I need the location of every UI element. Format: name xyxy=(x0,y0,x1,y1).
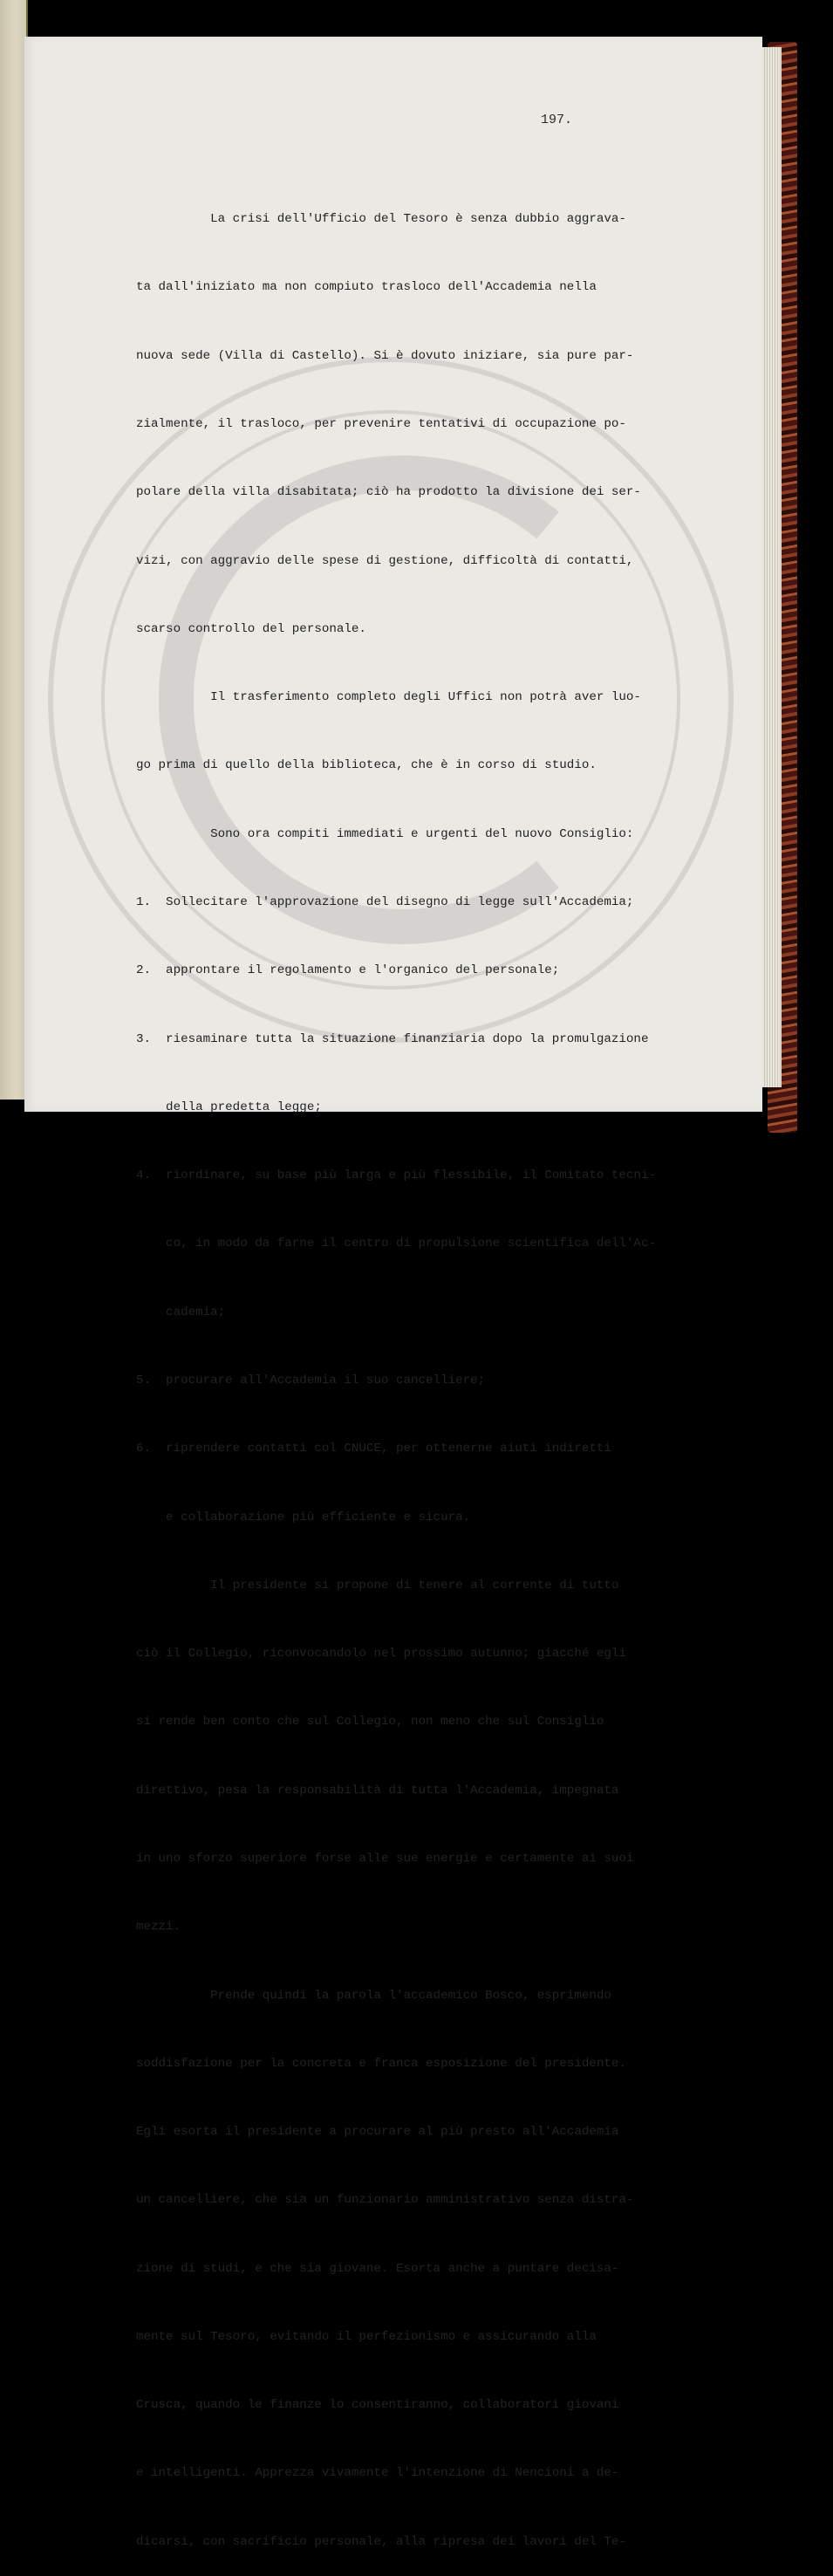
text-line: e intelligenti. Apprezza vivamente l'intenzione di Nencioni a de- xyxy=(136,2466,619,2481)
text-line: Sono ora compiti immediati e urgenti del nuovo Consiglio: xyxy=(136,826,634,841)
text-line: go prima di quello della biblioteca, che è in corso di studio. xyxy=(136,758,597,773)
text-line: mente sul Tesoro, evitando il perfezionismo e assicurando alla xyxy=(136,2329,597,2344)
list-item: 2. approntare il regolamento e l'organico del personale; xyxy=(136,963,560,978)
text-line: Prende quindi la parola l'accademico Bosco, esprimendo xyxy=(136,1988,611,2003)
text-line: in uno sforzo superiore forse alle sue energie e certamente ai suoi xyxy=(136,1851,634,1866)
list-item-continuation: co, in modo da farne il centro di propulsione scientifica dell'Ac- xyxy=(136,1237,656,1251)
list-item: 6. riprendere contatti col CNUCE, per ottenerne aiuti indiretti xyxy=(136,1442,611,1456)
text-line: un cancelliere, che sia un funzionario amministrativo senza distra- xyxy=(136,2193,634,2208)
text-line: direttivo, pesa la responsabilità di tutta l'Accademia, impegnata xyxy=(136,1783,619,1798)
text-line: Il presidente si propone di tenere al corrente di tutto xyxy=(136,1578,619,1593)
list-item: 4. riordinare, su base più larga e più flessibile, il Comitato tecni- xyxy=(136,1168,656,1183)
text-line: ta dall'iniziato ma non compiuto trasloco dell'Accademia nella xyxy=(136,280,597,295)
text-line: soddisfazione per la concreta e franca esposizione del presidente. xyxy=(136,2056,626,2071)
text-line: mezzi. xyxy=(136,1920,181,1935)
text-line: scarso controllo del personale. xyxy=(136,621,366,636)
text-line: zialmente, il trasloco, per prevenire tentativi di occupazione po- xyxy=(136,417,626,432)
text-line: La crisi dell'Ufficio del Tesoro è senza dubbio aggrava- xyxy=(136,212,626,227)
text-line: vizi, con aggravio delle spese di gestione, difficoltà di contatti, xyxy=(136,553,634,568)
text-line: ciò il Collegio, riconvocandolo nel prossimo autunno; giacché egli xyxy=(136,1647,626,1661)
text-line: nuova sede (Villa di Castello). Si è dovuto iniziare, sia pure par- xyxy=(136,348,634,363)
text-line: Egli esorta il presidente a procurare al più presto all'Accademia xyxy=(136,2125,619,2140)
list-item-continuation: cademia; xyxy=(136,1305,226,1319)
body-text xyxy=(136,162,656,2576)
text-line: zione di studi, e che sia giovane. Esorta anche a puntare decisa- xyxy=(136,2261,619,2276)
list-item-continuation: e collaborazione più efficiente e sicura. xyxy=(136,1510,471,1524)
list-item: 5. procurare all'Accademia il suo cancelliere; xyxy=(136,1373,486,1387)
text-line: Crusca, quando le finanze lo consentiranno, collaboratori giovani xyxy=(136,2398,619,2413)
list-item-continuation: della predetta legge; xyxy=(136,1100,322,1114)
page-number: 197. xyxy=(541,113,573,127)
text-line: dicarsi, con sacrificio personale, alla ripresa dei lavori del Te- xyxy=(136,2534,626,2549)
text-line: si rende ben conto che sul Collegio, non meno che sul Consiglio xyxy=(136,1715,604,1730)
list-item: 3. riesaminare tutta la situazione finanziaria dopo la promulgazione xyxy=(136,1031,649,1046)
list-item: 1. Sollecitare l'approvazione del disegno di legge sull'Accademia; xyxy=(136,895,634,909)
text-line: Il trasferimento completo degli Uffici non potrà aver luo- xyxy=(136,690,641,705)
text-line: polare della villa disabitata; ciò ha prodotto la divisione dei ser- xyxy=(136,485,641,500)
